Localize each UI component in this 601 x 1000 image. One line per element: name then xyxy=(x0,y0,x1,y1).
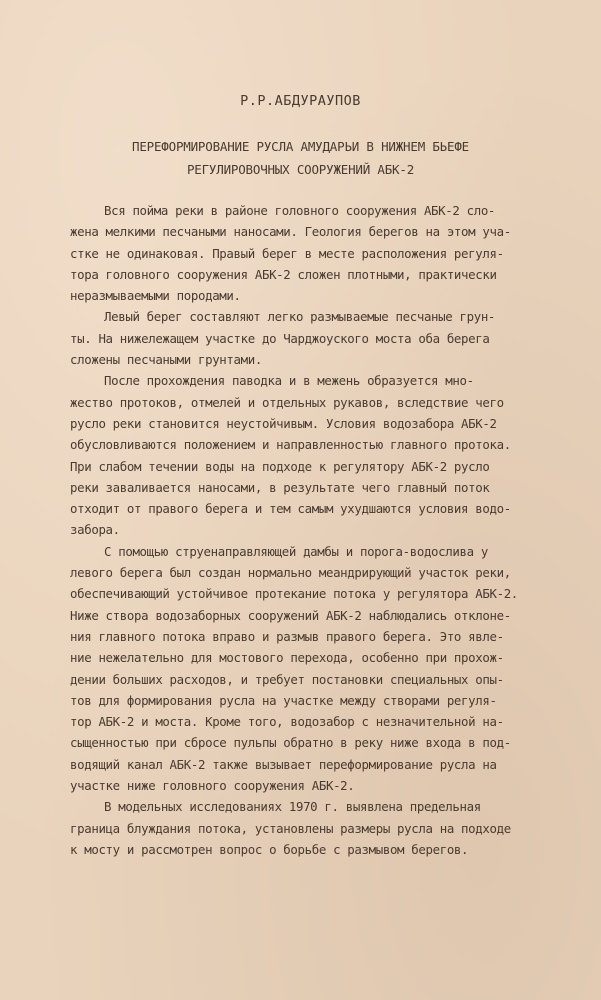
text-line: сыщенностью при сбросе пульпы обратно в реку ниже входа в под- xyxy=(70,735,511,751)
text-line: обусловливаются положением и направленностью главного протока. xyxy=(70,437,511,453)
article-title xyxy=(0,135,601,181)
text-line: ния главного потока вправо и размыв правого берега. Это явле- xyxy=(70,628,504,644)
text-line: стке не одинаковая. Правый берег в месте расположения регуля- xyxy=(70,245,504,261)
text-line: жество протоков, отмелей и отдельных рукавов, вследствие чего xyxy=(70,394,504,410)
text-line: дении больших расходов, и требует постановки специальных опы- xyxy=(70,671,504,687)
text-line: водящий канал АБК-2 также вызывает переформирование русла на xyxy=(70,756,497,772)
text-line: В модельных исследованиях 1970 г. выявлена предельная xyxy=(104,799,481,815)
text-line: С помощью струенаправляющей дамбы и порога-водослива у xyxy=(104,543,488,559)
text-line: забора. xyxy=(70,522,120,538)
text-line: При слабом течении воды на подходе к регулятору АБК-2 русло xyxy=(70,458,490,474)
text-line: реки заваливается наносами, в результате чего главный поток xyxy=(70,479,490,495)
text-line: Вся пойма реки в районе головного сооружения АБК-2 сло- xyxy=(104,203,496,218)
text-line: ты. На нижележащем участке до Чарджоуского моста оба берега xyxy=(70,330,490,346)
text-line: сложены песчаными грунтами. xyxy=(70,352,262,368)
text-line: тора головного сооружения АБК-2 сложен плотными, практически xyxy=(70,266,497,282)
text-line: ние нежелательно для мостового перехода, особенно при прохож- xyxy=(70,650,504,666)
text-line: Левый берег составляют легко размываемые песчаные грун- xyxy=(104,309,496,325)
text-line: тор АБК-2 и моста. Кроме того, водозабор с незначительной на- xyxy=(70,714,504,730)
title-line: ПЕРЕФОРМИРОВАНИЕ РУСЛА АМУДАРЬИ В НИЖНЕМ БЬЕФЕ xyxy=(132,139,469,154)
text-line: граница блуждания потока, установлены размеры русла на подходе xyxy=(70,820,511,836)
text-line: неразмываемыми породами. xyxy=(70,288,241,304)
text-line: тов для формирования русла на участке между створами регуля- xyxy=(70,692,497,708)
text-line: к мосту и рассмотрен вопрос о борьбе с размывом берегов. xyxy=(70,841,469,857)
text-line: русло реки становится неустойчивым. Условия водозабора АБК-2 xyxy=(70,415,497,431)
text-line: левого берега был создан нормально меандрирующий участок реки, xyxy=(70,565,511,581)
author-name: Р.Р.АБДУРАУПОВ xyxy=(240,93,361,109)
text-line: Ниже створа водозаборных сооружений АБК-2 наблюдались отклоне- xyxy=(70,607,511,623)
body-text xyxy=(70,200,570,860)
title-line: РЕГУЛИРОВОЧНЫХ СООРУЖЕНИЙ АБК-2 xyxy=(186,162,415,177)
text-line: После прохождения паводка и в межень образуется мно- xyxy=(104,373,474,389)
text-line: отходит от правого берега и тем самым ухудшаются условия водо- xyxy=(70,501,511,517)
text-line: обеспечивающий устойчивое протекание потока у регулятора АБК-2. xyxy=(70,586,518,602)
text-line: участке ниже головного сооружения АБК-2. xyxy=(70,778,355,794)
text-line: жена мелкими песчаными наносами. Геология берегов на этом уча- xyxy=(70,224,511,240)
